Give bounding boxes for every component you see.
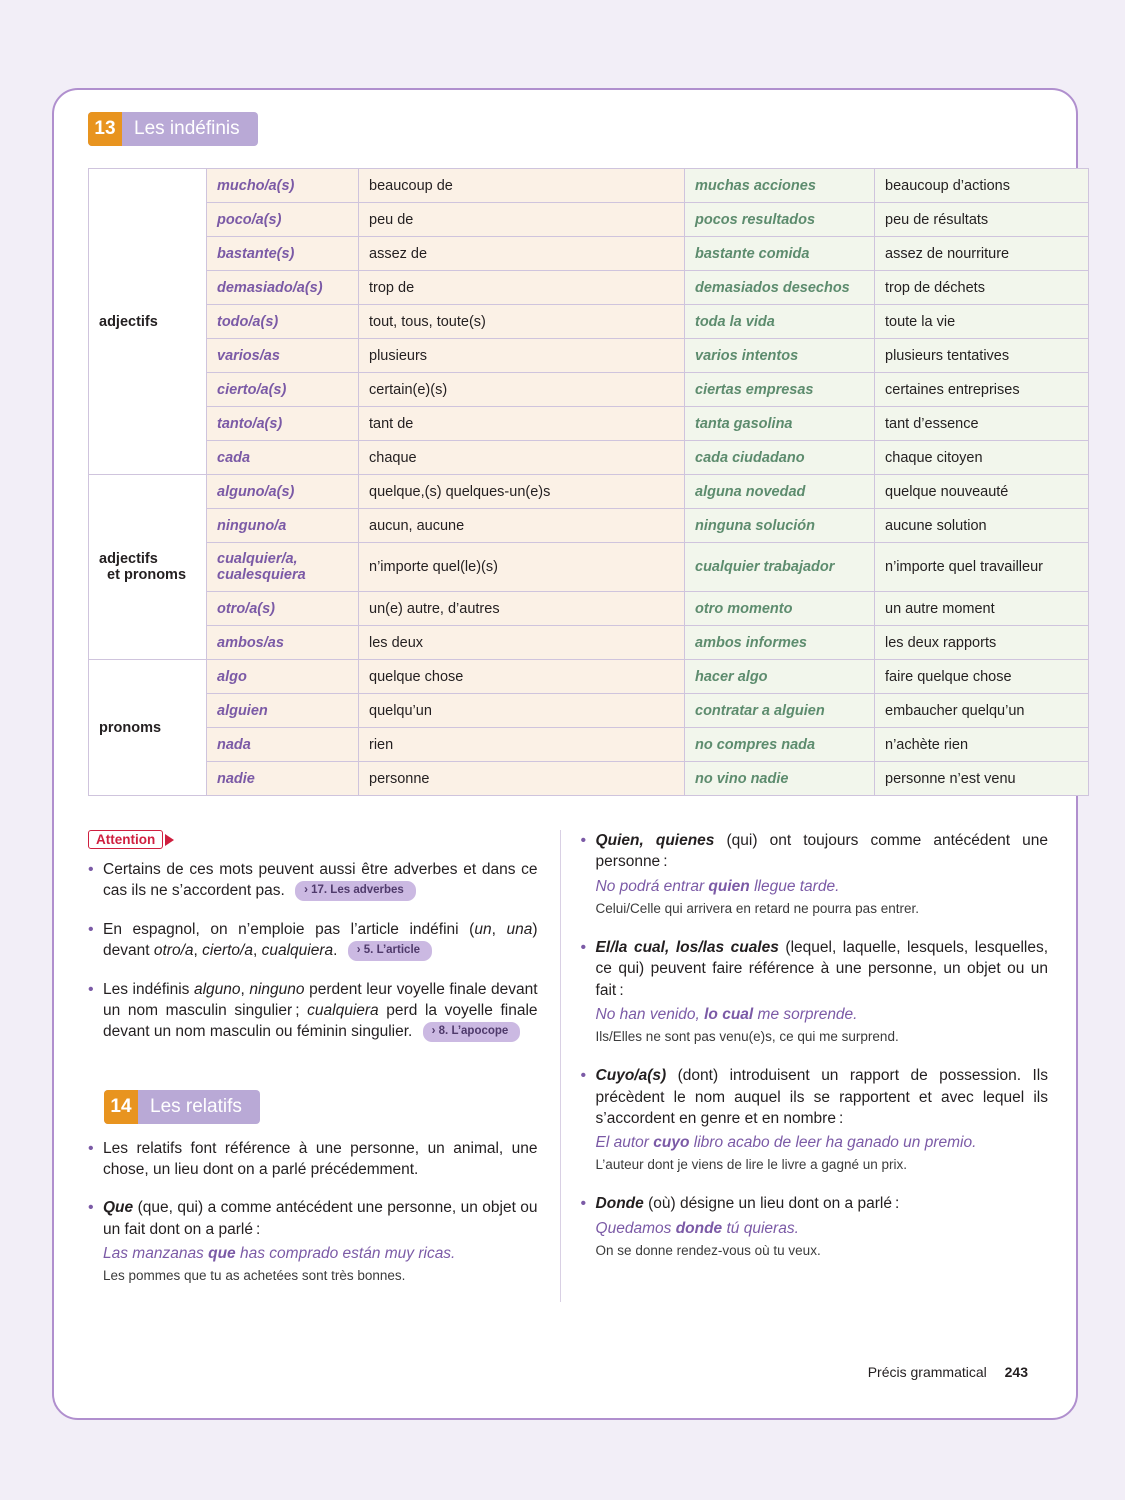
table-row bbox=[89, 660, 1089, 694]
relatifs-right-list bbox=[581, 830, 1048, 1260]
cell-french-meaning: quelque chose bbox=[359, 660, 685, 694]
cell-french-meaning: tant de bbox=[359, 407, 685, 441]
table-row bbox=[89, 728, 1089, 762]
table-row bbox=[89, 271, 1089, 305]
table-row bbox=[89, 762, 1089, 796]
row-category: adjectifs bbox=[89, 169, 207, 475]
item-text: Les relatifs font référence à une personne, un animal, une chose, un lieu dont on a parlé précédemment. bbox=[103, 1139, 538, 1178]
cell-french-meaning: beaucoup de bbox=[359, 169, 685, 203]
relatifs-item bbox=[581, 1065, 1048, 1174]
cell-spanish-term: cierto/a(s) bbox=[207, 373, 359, 407]
item-text: • El/la cual, los/las cuales (lequel, laquelle, lesquels, lesquelles, ce qui) peuvent faire référence à une personne, un objet ou un fait : bbox=[595, 938, 1049, 999]
cross-reference-badge[interactable]: › 8. L’apocope bbox=[423, 1022, 521, 1042]
cell-spanish-example: ciertas empresas bbox=[685, 373, 875, 407]
cell-spanish-example: tanta gasolina bbox=[685, 407, 875, 441]
cell-spanish-example: pocos resultados bbox=[685, 203, 875, 237]
cell-french-meaning: un(e) autre, d’autres bbox=[359, 592, 685, 626]
cell-spanish-example: ninguna solución bbox=[685, 509, 875, 543]
cell-french-example: quelque nouveauté bbox=[875, 475, 1089, 509]
cell-spanish-term: todo/a(s) bbox=[207, 305, 359, 339]
cell-french-meaning: plusieurs bbox=[359, 339, 685, 373]
attention-item: • Certains de ces mots peuvent aussi être adverbes et dans ce cas ils ne s’accordent pas. › 17. Les adverbes bbox=[88, 859, 538, 902]
cell-spanish-example: bastante comida bbox=[685, 237, 875, 271]
table-row bbox=[89, 305, 1089, 339]
cell-french-meaning: certain(e)(s) bbox=[359, 373, 685, 407]
french-translation: Celui/Celle qui arrivera en retard ne pourra pas entrer. bbox=[595, 900, 919, 916]
cell-spanish-example: toda la vida bbox=[685, 305, 875, 339]
page-number: 243 bbox=[1004, 1364, 1028, 1380]
relatifs-item bbox=[88, 1138, 538, 1181]
row-category: adjectifs et pronoms bbox=[89, 475, 207, 660]
cell-spanish-example: hacer algo bbox=[685, 660, 875, 694]
cell-french-example: faire quelque chose bbox=[875, 660, 1089, 694]
table-row bbox=[89, 626, 1089, 660]
cell-spanish-term: cualquier/a, cualesquiera bbox=[207, 543, 359, 592]
cell-french-meaning: chaque bbox=[359, 441, 685, 475]
table-row bbox=[89, 339, 1089, 373]
cell-french-meaning: peu de bbox=[359, 203, 685, 237]
cell-spanish-example: varios intentos bbox=[685, 339, 875, 373]
section-heading-relatifs bbox=[104, 1090, 260, 1124]
cell-spanish-term: nada bbox=[207, 728, 359, 762]
cell-french-example: un autre moment bbox=[875, 592, 1089, 626]
attention-label: Attention bbox=[96, 832, 156, 847]
cell-spanish-term: otro/a(s) bbox=[207, 592, 359, 626]
table-row bbox=[89, 203, 1089, 237]
cell-french-example: toute la vie bbox=[875, 305, 1089, 339]
page-card bbox=[52, 88, 1078, 1420]
cell-french-example: tant d’essence bbox=[875, 407, 1089, 441]
french-translation: Ils/Elles ne sont pas venu(e)s, ce qui me surprend. bbox=[595, 1028, 899, 1044]
table-row bbox=[89, 237, 1089, 271]
section-number-2: 14 bbox=[104, 1090, 138, 1124]
cell-spanish-term: demasiado/a(s) bbox=[207, 271, 359, 305]
cell-spanish-example: cada ciudadano bbox=[685, 441, 875, 475]
item-text: • Donde (où) désigne un lieu dont on a parlé : bbox=[595, 1195, 900, 1213]
cell-french-example: personne n’est venu bbox=[875, 762, 1089, 796]
item-text: • Cuyo/a(s) (dont) introduisent un rapport de possession. Ils précèdent le nom auquel ils se rapportent et avec lequel ils s’accordent en genre et en nombre : bbox=[595, 1067, 1048, 1127]
footer-label: Précis grammatical bbox=[867, 1364, 987, 1380]
cell-spanish-example: no compres nada bbox=[685, 728, 875, 762]
cell-spanish-term: alguno/a(s) bbox=[207, 475, 359, 509]
table-row bbox=[89, 373, 1089, 407]
cell-spanish-example: cualquier trabajador bbox=[685, 543, 875, 592]
attention-list bbox=[88, 859, 538, 1043]
footer bbox=[868, 1364, 1028, 1380]
cell-spanish-term: tanto/a(s) bbox=[207, 407, 359, 441]
cell-french-meaning: les deux bbox=[359, 626, 685, 660]
left-column bbox=[88, 830, 560, 1302]
cell-french-example: plusieurs tentatives bbox=[875, 339, 1089, 373]
cell-french-example: trop de déchets bbox=[875, 271, 1089, 305]
relatifs-item bbox=[581, 937, 1048, 1046]
item-text: Que (que, qui) a comme antécédent une personne, un objet ou un fait dont on a parlé : bbox=[103, 1199, 538, 1238]
cell-spanish-term: ninguno/a bbox=[207, 509, 359, 543]
cell-french-example: assez de nourriture bbox=[875, 237, 1089, 271]
page-content bbox=[72, 112, 1062, 1302]
cell-spanish-example: alguna novedad bbox=[685, 475, 875, 509]
spanish-example: El autor cuyo libro acabo de leer ha ganado un premio. bbox=[595, 1134, 977, 1152]
cell-french-example: embaucher quelqu’un bbox=[875, 694, 1089, 728]
row-category: pronoms bbox=[89, 660, 207, 796]
cell-spanish-example: ambos informes bbox=[685, 626, 875, 660]
section-title-2: Les relatifs bbox=[150, 1095, 242, 1117]
cell-french-example: peu de résultats bbox=[875, 203, 1089, 237]
table-row bbox=[89, 543, 1089, 592]
item-text: • Quien, quienes (qui) ont toujours comme antécédent une personne : bbox=[595, 832, 1049, 871]
cross-reference-badge[interactable]: › 5. L’article bbox=[348, 941, 432, 961]
cell-spanish-term: varios/as bbox=[207, 339, 359, 373]
section-title: Les indéfinis bbox=[134, 118, 240, 139]
cell-french-example: n’achète rien bbox=[875, 728, 1089, 762]
cell-french-meaning: rien bbox=[359, 728, 685, 762]
cell-spanish-term: cada bbox=[207, 441, 359, 475]
french-translation: On se donne rendez-vous où tu veux. bbox=[595, 1242, 821, 1258]
section-number: 13 bbox=[88, 112, 122, 146]
cell-french-meaning: personne bbox=[359, 762, 685, 796]
cell-french-meaning: trop de bbox=[359, 271, 685, 305]
cell-french-meaning: assez de bbox=[359, 237, 685, 271]
cell-french-meaning: quelque,(s) quelques-un(e)s bbox=[359, 475, 685, 509]
table-row bbox=[89, 169, 1089, 203]
cell-spanish-term: mucho/a(s) bbox=[207, 169, 359, 203]
relatifs-item bbox=[88, 1197, 538, 1285]
table-row bbox=[89, 475, 1089, 509]
cell-french-meaning: quelqu’un bbox=[359, 694, 685, 728]
cell-spanish-example: demasiados desechos bbox=[685, 271, 875, 305]
spanish-example: Las manzanas que has comprado están muy ricas. bbox=[103, 1245, 456, 1263]
cell-french-meaning: tout, tous, toute(s) bbox=[359, 305, 685, 339]
attention-item: • Les indéfinis alguno, ninguno perdent leur voyelle finale devant un nom masculin singulier ; cualquiera perd la voyelle finale devant un nom masculin ou féminin singulier. › 8. L’apocope bbox=[88, 979, 538, 1043]
cell-spanish-term: alguien bbox=[207, 694, 359, 728]
cell-french-example: certaines entreprises bbox=[875, 373, 1089, 407]
cell-french-example: chaque citoyen bbox=[875, 441, 1089, 475]
relatifs-item bbox=[581, 830, 1048, 918]
table-row bbox=[89, 694, 1089, 728]
cell-spanish-term: ambos/as bbox=[207, 626, 359, 660]
body-columns bbox=[88, 830, 1048, 1302]
indefinis-table bbox=[88, 168, 1089, 796]
cell-spanish-term: algo bbox=[207, 660, 359, 694]
cell-french-example: les deux rapports bbox=[875, 626, 1089, 660]
table-row bbox=[89, 441, 1089, 475]
triangle-icon bbox=[165, 834, 174, 846]
relatifs-left-list bbox=[88, 1138, 538, 1286]
cell-spanish-example: muchas acciones bbox=[685, 169, 875, 203]
cell-french-meaning: aucun, aucune bbox=[359, 509, 685, 543]
cell-french-example: n’importe quel travailleur bbox=[875, 543, 1089, 592]
attention-item: • En espagnol, on n’emploie pas l’article indéfini (un, una) devant otro/a, cierto/a, cualquiera. › 5. L’article bbox=[88, 919, 538, 962]
spanish-example: No podrá entrar quien llegue tarde. bbox=[595, 877, 840, 895]
cell-french-example: aucune solution bbox=[875, 509, 1089, 543]
cell-french-example: beaucoup d’actions bbox=[875, 169, 1089, 203]
cell-spanish-example: contratar a alguien bbox=[685, 694, 875, 728]
cell-spanish-example: no vino nadie bbox=[685, 762, 875, 796]
french-translation: L’auteur dont je viens de lire le livre a gagné un prix. bbox=[595, 1157, 907, 1173]
table-row bbox=[89, 509, 1089, 543]
cell-spanish-term: bastante(s) bbox=[207, 237, 359, 271]
cross-reference-badge[interactable]: › 17. Les adverbes bbox=[295, 881, 416, 901]
column-divider bbox=[560, 830, 561, 1302]
table-row bbox=[89, 407, 1089, 441]
table-row bbox=[89, 592, 1089, 626]
french-translation: Les pommes que tu as achetées sont très bonnes. bbox=[103, 1268, 406, 1284]
cell-french-meaning: n’importe quel(le)(s) bbox=[359, 543, 685, 592]
right-column bbox=[581, 830, 1048, 1302]
cell-spanish-term: poco/a(s) bbox=[207, 203, 359, 237]
spanish-example: Quedamos donde tú quieras. bbox=[595, 1219, 799, 1237]
cell-spanish-example: otro momento bbox=[685, 592, 875, 626]
relatifs-item bbox=[581, 1193, 1048, 1260]
cell-spanish-term: nadie bbox=[207, 762, 359, 796]
attention-badge bbox=[88, 830, 163, 849]
section-heading-indefinis bbox=[88, 112, 258, 146]
spanish-example: No han venido, lo cual me sorprende. bbox=[595, 1006, 858, 1024]
